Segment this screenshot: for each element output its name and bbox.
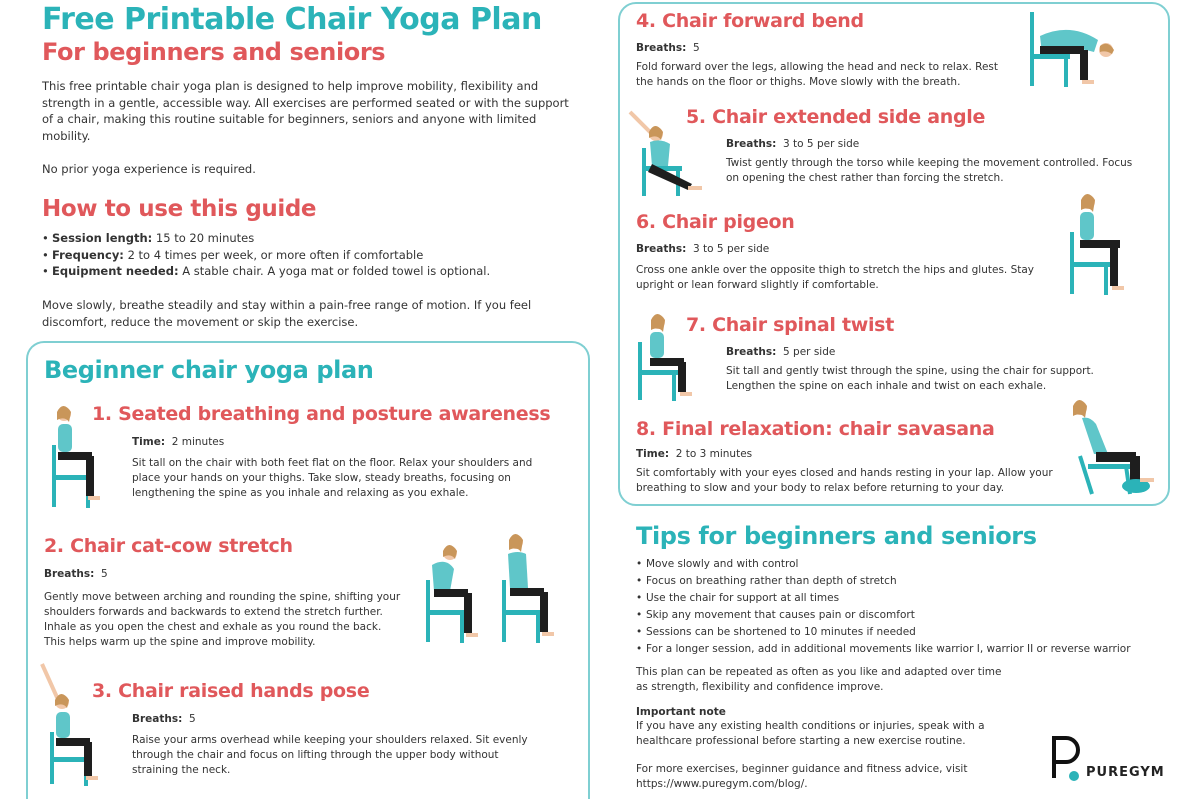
list-item: • Skip any movement that causes pain or discomfort bbox=[636, 607, 1176, 624]
more-info-text: For more exercises, beginner guidance and fitness advice, visit https://www.puregym.com/blog/. bbox=[636, 763, 968, 790]
list-item: • Equipment needed: A stable chair. A yoga mat or folded towel is optional. bbox=[42, 263, 602, 280]
exercise-3-text: Raise your arms overhead while keeping your shoulders relaxed. Sit evenly through the chair and focus on lifting through the upper body without straining the neck. bbox=[132, 734, 528, 776]
exercise-7-meta: Breaths: 5 per side bbox=[726, 346, 836, 358]
exercise-6-meta: Breaths: 3 to 5 per side bbox=[636, 243, 770, 255]
list-item: • Session length: 15 to 20 minutes bbox=[42, 230, 602, 247]
tips-heading: Tips for beginners and seniors bbox=[636, 522, 1037, 550]
exercise-1-title: 1. Seated breathing and posture awareness bbox=[92, 403, 551, 425]
exercise-8-meta: Time: 2 to 3 minutes bbox=[636, 448, 753, 460]
exercise-2-title: 2. Chair cat-cow stretch bbox=[44, 535, 293, 557]
no-experience-text: No prior yoga experience is required. bbox=[42, 162, 256, 176]
exercise-6-title: 6. Chair pigeon bbox=[636, 211, 795, 233]
list-item: • Use the chair for support at all times bbox=[636, 590, 1176, 607]
pose-figure-6 bbox=[1064, 192, 1139, 301]
exercise-3-meta: Breaths: 5 bbox=[132, 713, 196, 725]
pose-figure-4 bbox=[1026, 10, 1126, 94]
exercise-4-title: 4. Chair forward bend bbox=[636, 10, 864, 32]
important-note-label: Important note bbox=[636, 706, 726, 718]
exercise-5-title: 5. Chair extended side angle bbox=[686, 106, 986, 128]
exercise-7-title: 7. Chair spinal twist bbox=[686, 314, 894, 336]
how-to-list bbox=[42, 230, 602, 280]
list-item: • Move slowly and with control bbox=[636, 556, 1176, 573]
exercise-8-text: Sit comfortably with your eyes closed and hands resting in your lap. Allow your breathing to slow and your body to relax before returning to your day. bbox=[636, 467, 1053, 494]
puregym-logo-icon bbox=[1050, 732, 1084, 786]
pose-figure-8 bbox=[1066, 396, 1164, 500]
pose-figure-2a bbox=[420, 535, 495, 649]
exercise-5-meta: Breaths: 3 to 5 per side bbox=[726, 138, 860, 150]
important-note-text: If you have any existing health conditions or injuries, speak with a healthcare professional before starting a new exercise routine. bbox=[636, 720, 985, 747]
list-item: • For a longer session, add in additional movements like warrior I, warrior II or reverse warrior bbox=[636, 641, 1176, 658]
exercise-3-title: 3. Chair raised hands pose bbox=[92, 680, 370, 702]
logo-text: PUREGYM bbox=[1086, 765, 1165, 780]
puregym-logo bbox=[1050, 732, 1165, 786]
list-item: • Focus on breathing rather than depth of stretch bbox=[636, 573, 1176, 590]
exercise-5-text: Twist gently through the torso while keeping the movement controlled. Focus on opening the chest rather than forcing the stretch. bbox=[726, 157, 1133, 184]
list-item: • Frequency: 2 to 4 times per week, or more often if comfortable bbox=[42, 247, 602, 264]
exercise-6-text: Cross one ankle over the opposite thigh to stretch the hips and glutes. Stay upright or lean forward slightly if comfortable. bbox=[636, 264, 1035, 291]
pose-figure-2b bbox=[496, 530, 571, 649]
plan-heading: Beginner chair yoga plan bbox=[44, 356, 374, 384]
page-subtitle: For beginners and seniors bbox=[42, 38, 386, 66]
exercise-7-text: Sit tall and gently twist through the spine, using the chair for support. Lengthen the spine on each inhale and twist on each exhale. bbox=[726, 365, 1094, 392]
exercise-8-title: 8. Final relaxation: chair savasana bbox=[636, 418, 995, 440]
exercise-4-text: Fold forward over the legs, allowing the head and neck to relax. Rest the hands on the floor or thighs. Move slowly with the breath. bbox=[636, 61, 999, 88]
exercise-2-meta: Breaths: 5 bbox=[44, 568, 108, 580]
list-item: • Sessions can be shortened to 10 minutes if needed bbox=[636, 624, 1176, 641]
how-to-note: Move slowly, breathe steadily and stay within a pain-free range of motion. If you feel discomfort, reduce the movement or skip the exercise. bbox=[42, 298, 532, 329]
exercise-1-text: Sit tall on the chair with both feet flat on the floor. Relax your shoulders and place your hands on your thighs. Take slow, steady breaths, focusing on lengthening the spine as you inhale and relaxing as you exhale. bbox=[132, 457, 533, 499]
exercise-1-meta: Time: 2 minutes bbox=[132, 436, 225, 448]
page-title: Free Printable Chair Yoga Plan bbox=[42, 2, 542, 37]
tips-repeat-text: This plan can be repeated as often as you like and adapted over time as strength, flexibility and confidence improve. bbox=[636, 666, 1002, 693]
exercise-4-meta: Breaths: 5 bbox=[636, 42, 700, 54]
how-to-heading: How to use this guide bbox=[42, 196, 317, 222]
intro-text: This free printable chair yoga plan is designed to help improve mobility, flexibility and strength in a gentle, accessible way. All exercises are performed seated or with the support of a chair, making this routine suitable for beginners, seniors and anyone with limited mobility. bbox=[42, 79, 569, 143]
exercise-2-text: Gently move between arching and rounding the spine, shifting your shoulders forwards and backwards to extend the stretch further. Inhale as you open the chest and exhale as you round the back. This helps warm up the spine and improve mobility. bbox=[44, 591, 401, 648]
tips-list bbox=[636, 556, 1176, 658]
